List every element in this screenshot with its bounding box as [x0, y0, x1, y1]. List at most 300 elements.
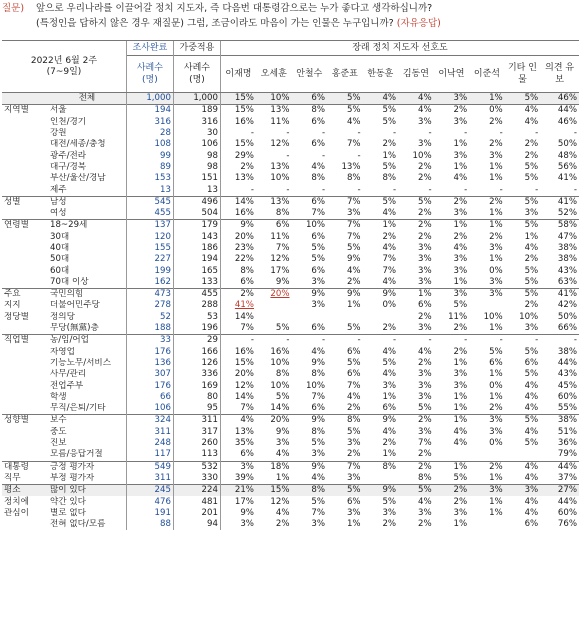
sample-weighted: 532	[173, 461, 220, 473]
cell-value	[540, 312, 579, 323]
cell-value	[398, 254, 434, 265]
cell-value	[505, 496, 541, 507]
cell-text: 9%	[240, 507, 254, 518]
group-label	[2, 265, 48, 276]
cell-value	[256, 139, 292, 150]
cell-text: 5%	[346, 357, 361, 368]
cell-text: 3%	[346, 208, 361, 219]
cell-text: 6%	[524, 519, 539, 530]
cell-value	[398, 173, 434, 184]
cell-text: 0%	[382, 300, 397, 311]
cell-value	[327, 139, 363, 150]
sample-done: 316	[126, 117, 173, 128]
cell-text: -	[321, 128, 326, 139]
table-row	[2, 438, 579, 449]
table-row	[2, 312, 579, 323]
cell-value	[327, 392, 363, 403]
cell-text: 8%	[311, 369, 326, 380]
cell-value	[292, 265, 328, 276]
cell-text: 6%	[311, 116, 326, 127]
sample-weighted: 455	[173, 289, 220, 301]
table-row	[2, 358, 579, 369]
cell-value	[398, 438, 434, 449]
cell-value	[434, 519, 470, 530]
cell-value	[505, 392, 541, 403]
sample-weighted: 30	[173, 128, 220, 139]
cell-text: 2%	[346, 276, 361, 287]
cell-value	[327, 162, 363, 173]
cell-text: 4%	[453, 426, 468, 437]
cell-value	[469, 173, 505, 184]
cell-text: 4%	[418, 496, 432, 507]
cell-text: -	[286, 150, 290, 161]
sample-done: 155	[126, 243, 173, 254]
cell-text: 6%	[240, 449, 254, 460]
sample-done: 549	[126, 461, 173, 473]
cell-value	[434, 369, 470, 380]
cell-value	[292, 427, 328, 438]
cell-text: 5%	[524, 161, 539, 172]
cell-value	[363, 289, 399, 301]
cell-value	[398, 380, 434, 391]
cell-value	[469, 403, 505, 415]
cell-text: 11%	[270, 116, 290, 127]
sample-weighted: 98	[173, 162, 220, 173]
sample-done: 476	[126, 496, 173, 507]
cell-text: 2%	[382, 438, 397, 449]
group-label	[2, 392, 48, 403]
cell-text: 13%	[270, 105, 290, 116]
cell-value	[398, 335, 434, 347]
cell-value	[292, 485, 328, 497]
cell-text: 1%	[489, 472, 503, 483]
cell-text: 3%	[418, 116, 432, 127]
cell-value	[256, 93, 292, 105]
cell-value	[256, 392, 292, 403]
cell-value	[469, 232, 505, 243]
cell-text: 3%	[418, 254, 432, 265]
cell-text: 5%	[275, 391, 290, 402]
sample-weighted: 29	[173, 335, 220, 347]
sample-done: 117	[126, 449, 173, 461]
cell-value	[398, 300, 434, 311]
cell-text: 10%	[270, 380, 290, 391]
cell-value	[327, 427, 363, 438]
cell-text: 4%	[275, 507, 290, 518]
cell-text: 10%	[519, 311, 539, 322]
subgroup-label: 50대	[49, 254, 70, 265]
cell-value	[540, 519, 579, 530]
cell-value	[327, 184, 363, 196]
cell-value	[256, 369, 292, 380]
cell-text: 1%	[489, 161, 503, 172]
cell-value	[469, 105, 505, 117]
cell-value	[469, 347, 505, 358]
cell-value	[469, 277, 505, 289]
cell-value	[327, 496, 363, 507]
cell-text: 13%	[341, 161, 361, 172]
cell-text: 5%	[524, 346, 539, 357]
cell-value	[292, 403, 328, 415]
group-label: 성향별	[2, 415, 48, 427]
table-row	[2, 254, 579, 265]
cell-value	[469, 289, 505, 301]
group-label	[2, 519, 48, 530]
cell-text: -	[286, 184, 290, 195]
cell-value	[540, 93, 579, 105]
table-row	[2, 196, 579, 208]
cell-text: 20%	[234, 231, 254, 242]
sample-done: 191	[126, 508, 173, 519]
cell-text: 15%	[270, 485, 290, 496]
col-weight-n: 사례수	[183, 63, 210, 73]
cell-text: 5%	[311, 254, 326, 265]
table-row	[2, 369, 579, 380]
col-done-header: 조사완료	[126, 41, 173, 56]
cell-text: 9%	[346, 289, 361, 300]
cell-text: -	[321, 150, 326, 161]
cell-value	[398, 162, 434, 173]
cell-value	[540, 403, 579, 415]
sample-done: 33	[126, 335, 173, 347]
table-row	[2, 496, 579, 507]
sample-done: 13	[126, 184, 173, 196]
cell-text: 14%	[270, 403, 290, 414]
cell-value	[398, 184, 434, 196]
subgroup-label: 기능노무/서비스	[49, 357, 111, 368]
group-label	[2, 243, 48, 254]
cell-text: 10%	[305, 220, 326, 231]
cell-value	[434, 312, 470, 323]
cell-text: 4%	[346, 116, 361, 127]
cell-value	[434, 358, 470, 369]
cell-value	[363, 369, 399, 380]
group-label	[2, 358, 48, 369]
sample-done: 88	[126, 519, 173, 530]
cell-value	[220, 485, 256, 497]
subgroup-label: 전업주부	[49, 380, 84, 391]
table-row	[2, 243, 579, 254]
cell-text: 8%	[382, 461, 397, 472]
cell-text: 20%	[234, 369, 254, 380]
table-row	[2, 208, 579, 220]
cell-value	[505, 415, 541, 427]
cell-text: 5%	[418, 403, 432, 414]
cell-value	[363, 173, 399, 184]
cell-text: 4%	[524, 496, 539, 507]
group-label: 지지	[4, 300, 21, 311]
cell-value	[540, 496, 579, 507]
cell-text: 3%	[418, 380, 432, 391]
cell-value	[327, 438, 363, 449]
sample-done: 455	[126, 208, 173, 220]
cell-value	[505, 347, 541, 358]
cell-text: 3%	[311, 300, 326, 311]
cell-value	[469, 196, 505, 208]
cell-text: 6%	[240, 276, 254, 287]
cell-value	[434, 508, 470, 519]
sample-weighted: 224	[173, 485, 220, 497]
cell-text: 7%	[311, 391, 326, 402]
cell-value	[398, 243, 434, 254]
cell-text: 7%	[418, 438, 432, 449]
cell-value	[256, 496, 292, 507]
cell-value	[505, 323, 541, 335]
cell-text: 3%	[418, 323, 432, 334]
cell-text: 1%	[453, 161, 468, 172]
cell-text: 1%	[453, 415, 468, 426]
cell-value	[540, 173, 579, 184]
cell-value	[469, 300, 505, 311]
cell-text: 8%	[346, 415, 361, 426]
cell-text: 2%	[489, 196, 503, 207]
cell-value	[256, 335, 292, 347]
cell-text: 36%	[557, 438, 577, 449]
cell-value	[540, 485, 579, 497]
cell-value	[540, 380, 579, 391]
cell-text: 5%	[346, 243, 361, 253]
cell-value	[469, 415, 505, 427]
cell-value	[398, 358, 434, 369]
cell-text: 2%	[418, 208, 432, 219]
cell-value	[540, 277, 579, 289]
cell-value	[434, 232, 470, 243]
cell-text: 1%	[453, 139, 468, 150]
cell-value	[292, 93, 328, 105]
cell-text: 12%	[270, 139, 290, 150]
sample-done: 188	[126, 323, 173, 335]
cell-text: 1%	[453, 461, 468, 472]
cell-value	[398, 312, 434, 323]
question-line-2	[36, 17, 576, 30]
cell-value	[363, 496, 399, 507]
cell-value	[469, 184, 505, 196]
cell-value	[363, 438, 399, 449]
subgroup-label: 더불어민주당	[49, 300, 100, 311]
cell-text: 5%	[382, 116, 397, 127]
cell-value	[256, 449, 292, 461]
cell-value	[256, 105, 292, 117]
cell-text: 2%	[240, 289, 254, 300]
cell-text: 6%	[418, 300, 432, 311]
cell-value	[540, 232, 579, 243]
cell-text: 2%	[489, 116, 503, 127]
cell-text: -	[573, 335, 577, 346]
cell-text: 7%	[346, 231, 361, 242]
cell-value	[505, 335, 541, 347]
cell-value	[434, 347, 470, 358]
cell-text: 2%	[453, 196, 468, 207]
cell-value	[256, 403, 292, 415]
cell-value	[469, 208, 505, 220]
cell-text: 2%	[418, 220, 432, 231]
cell-value	[363, 162, 399, 173]
cell-value	[469, 220, 505, 232]
cell-value	[256, 208, 292, 220]
cell-text: 10%	[305, 380, 326, 391]
cell-text: 5%	[311, 496, 326, 507]
cell-text: 13%	[234, 173, 254, 184]
cell-value	[292, 312, 328, 323]
cell-value	[434, 254, 470, 265]
cell-text: 2%	[382, 519, 397, 530]
group-label	[2, 449, 48, 461]
cell-text: 21%	[234, 485, 254, 496]
sample-done: 162	[126, 277, 173, 289]
cell-value	[220, 243, 256, 254]
cell-value	[327, 117, 363, 128]
cell-text: 2%	[418, 519, 432, 530]
cell-value	[540, 139, 579, 150]
cell-value	[327, 403, 363, 415]
sample-weighted: 504	[173, 208, 220, 220]
cell-text: 52%	[557, 208, 577, 219]
cell-text: 3%	[418, 265, 432, 276]
cell-value	[540, 128, 579, 139]
cell-value	[256, 461, 292, 473]
cell-text: 2%	[489, 403, 503, 414]
cell-text: 4%	[524, 507, 539, 518]
cell-text: -	[250, 184, 254, 195]
cell-value	[505, 508, 541, 519]
cell-text: 14%	[234, 196, 254, 207]
table-row	[2, 519, 579, 530]
subgroup-label: 여성	[49, 208, 67, 219]
cell-value	[434, 289, 470, 301]
cell-text: -	[286, 335, 290, 346]
cell-value	[327, 415, 363, 427]
cell-value	[220, 380, 256, 391]
cell-value	[505, 220, 541, 232]
cell-text: 3%	[453, 289, 468, 300]
cell-text: 8%	[418, 472, 432, 483]
cell-value	[256, 196, 292, 208]
col-weight-n-header	[173, 56, 220, 93]
cell-value	[256, 277, 292, 289]
question-block	[0, 0, 581, 40]
sample-weighted: 13	[173, 184, 220, 196]
cell-text: 45%	[557, 380, 577, 391]
cell-value	[292, 243, 328, 254]
cell-value	[469, 461, 505, 473]
sample-weighted: 186	[173, 243, 220, 254]
group-label	[2, 403, 48, 415]
sample-done: 52	[126, 312, 173, 323]
cell-text: 6%	[311, 265, 326, 276]
cell-value	[363, 485, 399, 497]
cell-value	[220, 105, 256, 117]
candidate-header: 한동훈	[363, 56, 399, 93]
subgroup-label: 사무/관리	[49, 369, 87, 380]
group-label	[2, 184, 48, 196]
cell-text: 9%	[311, 415, 326, 426]
cell-text: 47%	[557, 231, 577, 242]
candidate-header: 이준석	[469, 56, 505, 93]
cell-text: 50%	[557, 139, 577, 150]
cell-value	[363, 277, 399, 289]
cell-text: 5%	[524, 220, 539, 231]
cell-text: -	[499, 128, 503, 139]
cell-value	[363, 254, 399, 265]
cell-value	[220, 403, 256, 415]
cell-value	[505, 427, 541, 438]
cell-text: 3%	[489, 276, 503, 287]
cell-value	[220, 128, 256, 139]
cell-value	[434, 461, 470, 473]
sample-done: 99	[126, 150, 173, 161]
candidate-header: 오세훈	[256, 56, 292, 93]
table-row	[2, 335, 579, 347]
cell-value	[398, 93, 434, 105]
cell-value	[220, 461, 256, 473]
cell-text: 3%	[346, 507, 361, 518]
cell-value	[292, 277, 328, 289]
cell-text: 41%	[557, 289, 577, 300]
group-label: 정치에	[4, 496, 29, 507]
cell-value	[540, 184, 579, 196]
cell-value	[469, 380, 505, 391]
cell-text: 15%	[234, 93, 254, 104]
candidate-header: 김동연	[398, 56, 434, 93]
cell-text: 4%	[453, 173, 468, 184]
cell-text: 6%	[346, 496, 361, 507]
cell-text: 41%	[234, 300, 254, 311]
cell-value	[469, 162, 505, 173]
cell-text: 2%	[346, 449, 361, 460]
cell-value	[540, 427, 579, 438]
sample-done: 311	[126, 473, 173, 485]
group-label	[2, 139, 48, 150]
cell-value	[363, 265, 399, 276]
sample-weighted: 94	[173, 519, 220, 530]
cell-text: 0%	[489, 438, 503, 449]
cell-text: 5%	[418, 196, 432, 207]
cell-text: 3%	[418, 369, 432, 380]
cell-value	[363, 243, 399, 254]
cell-value	[540, 461, 579, 473]
cell-value	[505, 380, 541, 391]
cell-text: -	[250, 335, 254, 346]
cell-text: 12%	[234, 380, 254, 391]
cell-text: 44%	[557, 105, 577, 116]
cell-text: 6%	[524, 357, 539, 368]
cell-value	[256, 519, 292, 530]
cell-value	[327, 380, 363, 391]
table-row	[2, 128, 579, 139]
cell-text: 4%	[418, 346, 432, 357]
group-label	[2, 232, 48, 243]
cell-value	[327, 196, 363, 208]
table-row	[2, 289, 579, 301]
subgroup-label: 제주	[49, 184, 67, 195]
group-label	[2, 380, 48, 391]
col-done-n-header	[126, 56, 173, 93]
cell-text: 5%	[346, 105, 361, 116]
group-label	[2, 173, 48, 184]
cell-text: 43%	[557, 265, 577, 276]
cell-text: -	[573, 184, 577, 195]
group-label: 주요	[2, 289, 48, 301]
cell-value	[398, 427, 434, 438]
cell-text: 17%	[270, 265, 290, 276]
cell-value	[505, 93, 541, 105]
cell-value	[220, 508, 256, 519]
cell-value	[220, 220, 256, 232]
cell-value	[363, 427, 399, 438]
group-label: 관심이	[4, 507, 29, 518]
cell-text: -	[357, 184, 361, 195]
cell-value	[220, 323, 256, 335]
